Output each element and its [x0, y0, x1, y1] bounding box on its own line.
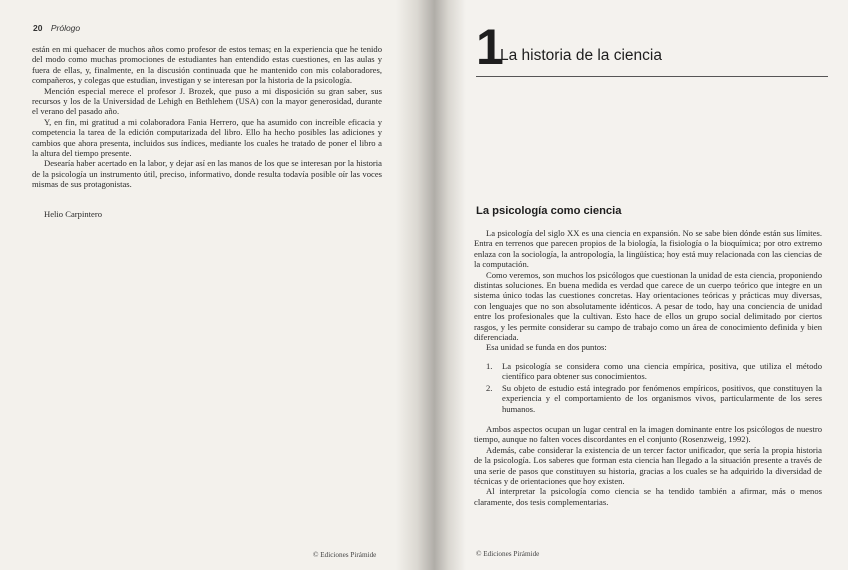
page-footer: © Ediciones Pirámide	[476, 550, 540, 558]
body-paragraph: La psicología del siglo XX es una ciencia en expansión. No se sabe bien dónde están sus límites. Entra en terrenos que parecen propios de la biología, la fisiología o la bioquímica; por otro extremo enlaza con la sociología, la antropología, la lingüística; hoy está muy relacionada con las ciencias de la computación.	[474, 228, 822, 270]
preface-body	[32, 44, 382, 190]
running-title: Prólogo	[50, 23, 81, 33]
chapter-title: La historia de la ciencia	[500, 47, 662, 64]
list-item	[474, 361, 822, 382]
list-item-text: Su objeto de estudio está integrado por fenómenos empíricos, positivos, que constituyen la experiencia y el comportamiento de los organismos vivos, particularmente de los seres humanos.	[502, 382, 822, 414]
right-page	[416, 0, 848, 570]
numbered-list	[474, 361, 822, 414]
preface-paragraph: Y, en fin, mi gratitud a mi colaboradora Fania Herrero, que ha asumido con increíble eficacia y competencia la tarea de la edición computarizada del libro. Ello ha hecho posibles las adiciones y cambios que ahora presenta, incluidos sus índices, mediante los cuales he tratado de poner el libro a la altura del tiempo presente.	[32, 116, 382, 159]
list-item-number: 2.	[486, 382, 493, 393]
body-paragraph: Al interpretar la psicología como ciencia se ha tendido también a afirmar, más o menos claramente, dos tesis complementarias.	[474, 486, 822, 507]
preface-paragraph: están en mi quehacer de muchos años como profesor de estos temas; en la experiencia que he tenido del modo como muchas promociones de estudiantes han entendido estas cuestiones, en las aulas y fuera de ellas, y, finalmente, en la discusión continuada que he mantenido con mis colaboradores, compañeros, y colegas que estudian, investigan y se interesan por la historia de la psicología.	[32, 44, 382, 86]
list-item-text: La psicología se considera como una ciencia empírica, positiva, que utiliza el método científico para obtener sus conocimientos.	[502, 360, 822, 382]
running-head	[33, 23, 80, 33]
preface-paragraph: Mención especial merece el profesor J. Brozek, que puso a mi disposición su gran saber, sus recursos y los de la Universidad de Lehigh en Bethlehem (USA) con la mayor generosidad, durante el verano del pasado año.	[32, 85, 382, 117]
chapter-divider	[476, 76, 828, 77]
author-signature: Helio Carpintero	[44, 209, 102, 219]
body-paragraph: Ambos aspectos ocupan un lugar central en la imagen dominante entre los psicólogos de nuestro tiempo, aunque no falten voces discordantes en el conjunto (Rosenzweig, 1992).	[474, 423, 822, 445]
list-item	[474, 383, 822, 414]
page-footer: © Ediciones Pirámide	[313, 551, 377, 559]
chapter-number: 1	[476, 19, 502, 75]
preface-paragraph: Desearía haber acertado en la labor, y dejar así en las manos de los que se interesan por la historia de la psicología un instrumento útil, preciso, informativo, donde resulta todavía posible oír las voces mismas de sus protagonistas.	[32, 158, 382, 190]
body-paragraph: Además, cabe considerar la existencia de un tercer factor unificador, que sería la propia historia de la psicología. Los saberes que forman esta ciencia han llegado a la situación presente a través de una serie de pasos que constituyen su historia, gracias a los cuales se ha adquirido la diversidad de técnicas y de orientaciones que hoy existen.	[474, 444, 822, 486]
section-heading: La psicología como ciencia	[476, 205, 622, 217]
list-item-number: 1.	[486, 360, 493, 371]
body-paragraph: Como veremos, son muchos los psicólogos que cuestionan la unidad de esta ciencia, proponiendo distintas soluciones. En buena medida es verdad que carece de un cuerpo teórico que integre en un sistema único todas las cuestiones concretas. Hay orientaciones teóricas y prácticas muy diversas, con lenguajes que no son absolutamente idénticos. A pesar de todo, hay una conciencia de unidad entre los profesionales que la cultivan. Esto hace de ellos un grupo social delimitado por ciertos rasgos, y les permite considerar su campo de trabajo como un área de conocimiento definida y bien diferenciada.	[474, 269, 822, 343]
page-number: 20	[33, 23, 43, 33]
left-page	[0, 0, 416, 570]
chapter-body	[474, 228, 822, 507]
body-paragraph: Esa unidad se funda en dos puntos:	[486, 342, 607, 353]
